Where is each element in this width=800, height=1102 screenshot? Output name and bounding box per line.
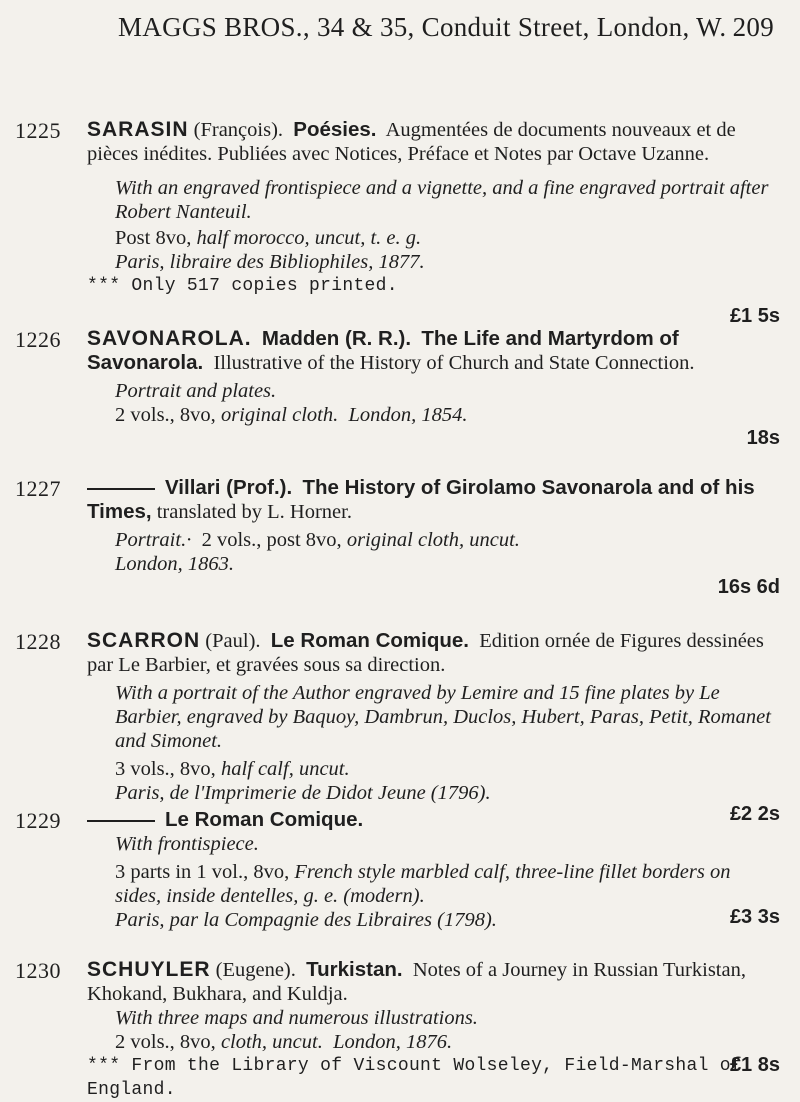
imprint: London, 1863.: [115, 553, 235, 575]
binding: half calf, uncut.: [220, 758, 350, 780]
author-detail: (Paul).: [205, 630, 261, 652]
entry-body: [87, 476, 780, 576]
format: 2 vols., post 8vo,: [201, 529, 342, 551]
entry-body: [87, 327, 780, 427]
entry-body: [87, 118, 780, 298]
note: *** From the Library of Viscount Wolseley, Field-Marshal of England.: [87, 1056, 743, 1100]
title: Turkistan.: [306, 958, 403, 981]
description: Portrait.·: [115, 529, 192, 551]
title-detail: Edition ornée de Figures dessinées par Le Barbier, et gravées sous sa direction.: [87, 630, 764, 676]
title-detail: Illustrative of the History of Church and State Connection.: [213, 352, 695, 374]
title-detail: Notes of a Journey in Russian Turkistan, Khokand, Bukhara, and Kuldja.: [87, 959, 746, 1005]
binding: cloth, uncut.: [220, 1031, 323, 1053]
binding: original cloth.: [220, 404, 339, 426]
binding: half morocco, uncut, t. e. g.: [196, 227, 422, 249]
author-name: SAVONAROLA.: [87, 327, 252, 350]
author-name: SCHUYLER: [87, 958, 211, 981]
price: £2 2s: [729, 803, 780, 825]
author-detail: Villari (Prof.).: [165, 476, 293, 499]
ditto-rule: [87, 488, 155, 490]
page-number: 209: [732, 12, 774, 42]
price: £1 5s: [729, 305, 780, 327]
entry-number: 1228: [15, 629, 61, 654]
description: With three maps and numerous illustrations.: [115, 1007, 478, 1029]
author-detail: (François).: [193, 119, 284, 141]
format: 2 vols., 8vo,: [115, 404, 216, 426]
entry-number: 1229: [15, 808, 61, 833]
entry-body: [87, 629, 780, 805]
binding: original cloth, uncut.: [346, 529, 520, 551]
title-detail: translated by L. Horner.: [156, 501, 352, 523]
header-text: MAGGS BROS., 34 & 35, Conduit Street, London, W.: [118, 12, 727, 42]
running-header: [118, 12, 774, 43]
entry-body: [87, 808, 780, 932]
format: Post 8vo,: [115, 227, 192, 249]
author-detail: Madden (R. R.).: [261, 327, 412, 350]
title: Poésies.: [293, 118, 377, 141]
description: With frontispiece.: [115, 833, 259, 855]
price: £1 8s: [729, 1054, 780, 1076]
title: The Life and Martyrdom of Savonarola.: [87, 327, 679, 374]
title: The History of Girolamo Savonarola and of his Times,: [87, 476, 755, 523]
description: With a portrait of the Author engraved by Lemire and 15 fine plates by Le Barbier, engraved by Baquoy, Dambrun, Duclos, Hubert, Paras, Petit, Romanet and Simonet.: [115, 682, 771, 752]
entry-number: 1226: [15, 327, 61, 352]
title-detail: Augmentées de documents nouveaux et de pièces inédites. Publiées avec Notices, Préface et Notes par Octave Uzanne.: [87, 119, 736, 165]
format: 3 parts in 1 vol., 8vo,: [115, 861, 290, 883]
ditto-rule: [87, 820, 155, 822]
author-name: SARASIN: [87, 118, 189, 141]
description: With an engraved frontispiece and a vignette, and a fine engraved portrait after Robert Nanteuil.: [115, 177, 769, 223]
author-detail: (Eugene).: [215, 959, 296, 981]
price: £3 3s: [729, 906, 780, 928]
imprint: London, 1876.: [333, 1031, 453, 1053]
title: Le Roman Comique.: [270, 629, 469, 652]
entry-number: 1227: [15, 476, 61, 501]
binding: French style marbled calf, three-line fillet borders on sides, inside dentelles, g. e. (modern).: [115, 861, 731, 907]
entry-body: [87, 958, 780, 1102]
price: 18s: [746, 427, 780, 449]
author-name: SCARRON: [87, 629, 201, 652]
price: 16s 6d: [717, 576, 780, 598]
imprint: Paris, de l'Imprimerie de Didot Jeune (1796).: [115, 782, 491, 804]
imprint: Paris, par la Compagnie des Libraires (1798).: [115, 909, 497, 931]
note: *** Only 517 copies printed.: [87, 276, 398, 296]
format: 2 vols., 8vo,: [115, 1031, 216, 1053]
entry-number: 1230: [15, 958, 61, 983]
title: Le Roman Comique.: [165, 808, 364, 831]
imprint: London, 1854.: [348, 404, 468, 426]
entry-number: 1225: [15, 118, 61, 143]
imprint: Paris, libraire des Bibliophiles, 1877.: [115, 251, 425, 273]
description: Portrait and plates.: [115, 380, 277, 402]
format: 3 vols., 8vo,: [115, 758, 216, 780]
